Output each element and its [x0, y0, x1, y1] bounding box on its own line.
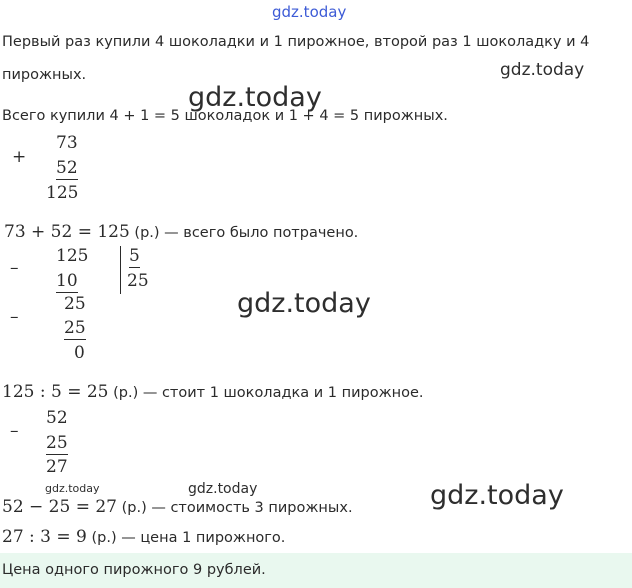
div-subtract-1: 10	[56, 271, 78, 291]
sum-line	[4, 222, 358, 242]
watermark-large-1: gdz.today	[188, 82, 322, 113]
price-text: (р.) — цена 1 пирожного.	[86, 530, 286, 546]
div-sign-2: –	[10, 307, 19, 327]
sub-text: (р.) — стоимость 3 пирожных.	[117, 500, 353, 516]
div-text: (р.) — стоит 1 шоколадка и 1 пирожное.	[108, 385, 424, 401]
div-remainder-1: 25	[64, 294, 86, 314]
problem-line-1: Первый раз купили 4 шоколадки и 1 пирожное, второй раз 1 шоколадку и 4	[2, 34, 590, 50]
sub-operand-a: 52	[46, 408, 68, 428]
price-expression: 27 : 3 = 9	[2, 527, 87, 547]
sub-result-line	[2, 497, 353, 517]
watermark-small-2: gdz.today	[188, 481, 258, 497]
div-divisor: 5	[129, 246, 140, 266]
division-bar	[120, 246, 121, 294]
problem-line-2: пирожных.	[2, 67, 87, 83]
watermark-right-top: gdz.today	[500, 60, 585, 80]
div-expression: 125 : 5 = 25	[2, 382, 109, 402]
div-dividend: 125	[56, 246, 89, 266]
add-result: 125	[46, 183, 79, 203]
sum-text: (р.) — всего было потрачено.	[129, 225, 359, 241]
div-result-line	[2, 382, 424, 402]
watermark-small-1: gdz.today	[45, 482, 100, 495]
sub-result: 27	[46, 457, 68, 477]
sum-expression: 73 + 52 = 125	[4, 222, 130, 242]
div-quotient: 25	[127, 271, 149, 291]
sub-operand-b: 25	[46, 433, 68, 453]
sub-sign: –	[10, 421, 19, 441]
sub-expression: 52 − 25 = 27	[2, 497, 117, 517]
total-line: Всего купили 4 + 1 = 5 шоколадок и 1 + 4 = 5 пирожных.	[2, 108, 448, 124]
answer-box	[0, 553, 632, 588]
watermark-top: gdz.today	[272, 3, 347, 21]
add-operand-b: 52	[56, 158, 78, 178]
div-subtract-2: 25	[64, 318, 86, 338]
add-sign: +	[12, 147, 27, 167]
price-line	[2, 527, 285, 547]
answer-text: Цена одного пирожного 9 рублей.	[2, 562, 266, 578]
watermark-large-3: gdz.today	[430, 480, 564, 511]
div-remainder-final: 0	[74, 343, 85, 363]
div-sign-1: –	[10, 258, 19, 278]
add-operand-a: 73	[56, 133, 78, 153]
watermark-large-2: gdz.today	[237, 288, 371, 319]
